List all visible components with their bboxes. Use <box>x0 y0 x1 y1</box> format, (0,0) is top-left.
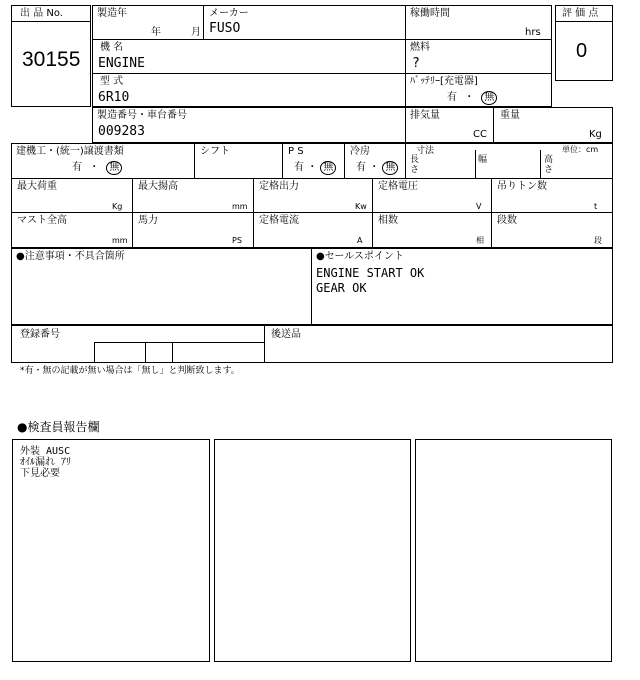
spec-r23-c1 <box>132 178 133 248</box>
serial-value: 009283 <box>98 124 145 139</box>
phases-unit: 相 <box>476 236 484 245</box>
row-line-2 <box>92 73 552 74</box>
registration-cell-1 <box>94 342 95 363</box>
month-unit: 月 <box>191 27 201 38</box>
battery-no: 無 <box>481 91 497 105</box>
rated-voltage-label: 定格電圧 <box>378 181 418 192</box>
lot-divider <box>11 21 91 22</box>
cooler-no: 無 <box>382 161 398 175</box>
registration-divider <box>264 325 265 363</box>
max-load-label: 最大荷重 <box>17 181 57 192</box>
model-name-value: ENGINE <box>98 56 145 71</box>
lot-label: 出 品 No. <box>20 8 63 19</box>
inspector-panel-3 <box>415 439 612 662</box>
transfer-doc-no: 無 <box>106 161 122 175</box>
maker-label: メーカー <box>209 8 249 19</box>
footnote: *有・無の記載が無い場合は「無し」と判断致します。 <box>20 366 240 376</box>
year-unit: 年 <box>151 27 161 38</box>
spec-row-1 <box>11 178 613 179</box>
registration-cell-3 <box>172 342 173 363</box>
inspector-line-3: 下見必要 <box>20 468 60 479</box>
mast-height-unit: mm <box>112 236 128 245</box>
inspector-title: ●検査員報告欄 <box>17 420 100 434</box>
sales-label: ●セールスポイント <box>316 251 404 262</box>
weight-unit: Kg <box>589 129 602 140</box>
cooler-yes: 有 <box>356 162 366 173</box>
registration-box <box>11 325 613 363</box>
col-year-maker <box>203 5 204 39</box>
dims-width: 幅 <box>478 155 488 165</box>
ps-yes: 有 <box>294 162 304 173</box>
rated-current-label: 定格電流 <box>259 215 299 226</box>
cooler-dot: ・ <box>369 162 380 173</box>
sales-line-1: ENGINE START OK <box>316 266 425 280</box>
battery-options <box>447 91 497 105</box>
rated-output-label: 定格出力 <box>259 181 299 192</box>
fuel-label: 燃料 <box>410 42 430 53</box>
inspector-panel-2 <box>214 439 411 662</box>
dims-unit-note: 単位：cm <box>562 145 599 154</box>
battery-dot: ・ <box>464 92 475 103</box>
maker-value: FUSO <box>209 21 241 36</box>
spec-r1-c4 <box>405 143 406 178</box>
transfer-doc-label: 建機工・(統一)譲渡書類 <box>16 146 124 157</box>
model-type-label: 型 式 <box>100 76 124 87</box>
sales-line-2: GEAR OK <box>316 281 367 295</box>
registration-cell-2 <box>145 342 146 363</box>
col-serial-disp <box>405 107 406 143</box>
spec-r23-c4 <box>491 178 492 248</box>
dims-height: 高 さ <box>544 155 554 175</box>
ps-no: 無 <box>320 161 336 175</box>
col-right <box>405 5 406 107</box>
dims-length: 長 さ <box>410 155 420 175</box>
rated-output-unit: Kw <box>355 202 367 211</box>
cooler-options <box>356 161 398 175</box>
year-label: 製造年 <box>97 8 127 19</box>
spec-r1-c6 <box>540 150 541 178</box>
battery-yes: 有 <box>447 92 457 103</box>
serial-label: 製造番号・車台番号 <box>97 110 187 121</box>
rating-label: 評 価 点 <box>562 8 599 19</box>
horsepower-label: 馬力 <box>138 215 158 226</box>
spec-r1-c3 <box>344 143 345 178</box>
max-lift-unit: mm <box>232 202 248 211</box>
spec-r23-c3 <box>372 178 373 248</box>
hours-unit: hrs <box>525 27 541 38</box>
notes-sales-divider <box>311 248 312 325</box>
steps-label: 段数 <box>497 215 517 226</box>
battery-label: ﾊﾞｯﾃﾘｰ[充電器] <box>410 76 478 87</box>
shift-label: シフト <box>200 146 230 157</box>
rated-current-unit: A <box>357 236 363 245</box>
weight-label: 重量 <box>500 110 520 121</box>
phases-label: 相数 <box>378 215 398 226</box>
transfer-doc-dot: ・ <box>89 162 100 173</box>
lot-number: 30155 <box>22 48 81 71</box>
max-load-unit: Kg <box>112 202 123 211</box>
spec-r23-c2 <box>253 178 254 248</box>
col-disp-weight <box>493 107 494 143</box>
notes-label: ●注意事項・不具合箇所 <box>16 251 125 262</box>
model-type-value: 6R10 <box>98 90 130 105</box>
lift-tons-unit: t <box>594 202 598 211</box>
cooler-label: 冷房 <box>350 146 370 157</box>
spec-r1-c5 <box>475 150 476 178</box>
transfer-doc-options <box>72 161 122 175</box>
spec-r1-c2 <box>282 143 283 178</box>
inspector-line-1: 外装 AUSC <box>20 446 71 457</box>
spec-r1-c1 <box>194 143 195 178</box>
transfer-doc-yes: 有 <box>72 162 82 173</box>
displacement-unit: CC <box>473 129 487 140</box>
fuel-value: ? <box>412 56 420 71</box>
model-name-label: 機 名 <box>100 42 124 53</box>
ps-options <box>294 161 336 175</box>
rating-value: 0 <box>576 40 588 62</box>
displacement-label: 排気量 <box>410 110 440 121</box>
lift-tons-label: 吊りトン数 <box>497 181 547 192</box>
spec-row-2 <box>11 212 613 213</box>
hours-label: 稼働時間 <box>410 8 450 19</box>
max-lift-label: 最大揚高 <box>138 181 178 192</box>
spec-grid <box>11 143 613 248</box>
ps-dot: ・ <box>307 162 318 173</box>
post-shipment-label: 後送品 <box>271 329 301 340</box>
ps-label: P S <box>288 146 304 157</box>
rated-voltage-unit: V <box>476 202 482 211</box>
steps-unit: 段 <box>594 236 602 245</box>
horsepower-unit: PS <box>232 236 242 245</box>
inspector-line-2: ｵｲﾙ漏れ ｱﾘ <box>20 457 72 468</box>
registration-label: 登録番号 <box>20 329 60 340</box>
rating-divider <box>555 21 613 22</box>
mast-height-label: マスト全高 <box>17 215 67 226</box>
dims-label: 寸法 <box>416 146 435 156</box>
row-line-1 <box>92 39 552 40</box>
registration-subline <box>94 342 264 343</box>
